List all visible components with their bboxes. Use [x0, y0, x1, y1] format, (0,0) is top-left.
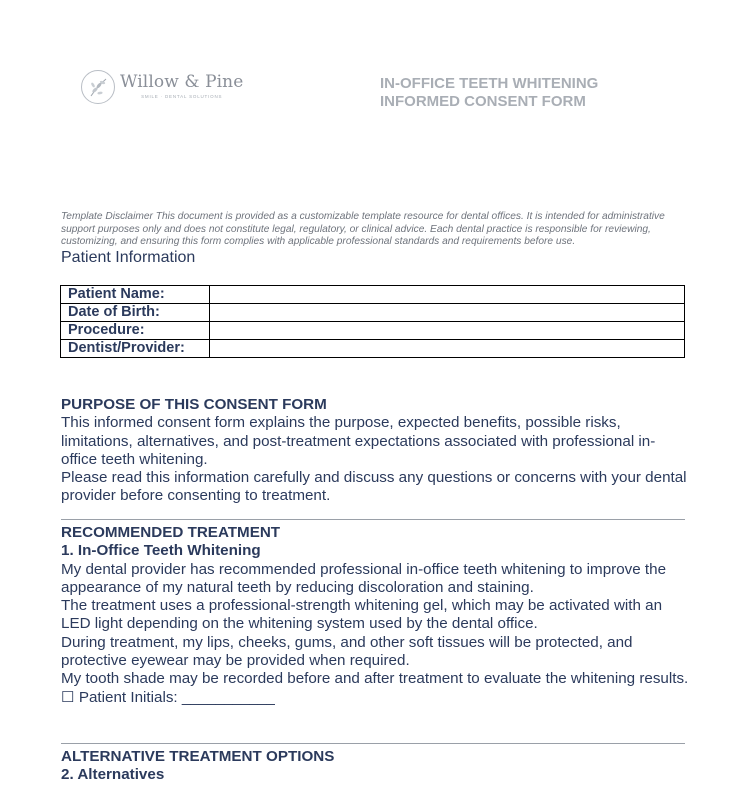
practice-logo — [80, 69, 243, 105]
alternatives-heading: ALTERNATIVE TREATMENT OPTIONS — [61, 748, 335, 765]
recommended-treatment-section — [61, 524, 691, 707]
field-label: Date of Birth: — [61, 304, 210, 322]
practice-tagline: SMILE · DENTAL SOLUTIONS — [141, 94, 223, 100]
field-label: Patient Name: — [61, 286, 210, 304]
patient-initials-line — [61, 689, 691, 707]
recommended-paragraph-2: The treatment uses a professional-strength whitening gel, which may be activated with an LED light depending on the whitening system used by the dental office. — [61, 597, 663, 633]
practice-name: Willow & Pine — [120, 72, 244, 93]
patient-info-table — [60, 285, 685, 358]
table-row — [61, 340, 685, 358]
date-of-birth-field[interactable] — [210, 304, 685, 322]
patient-info-heading: Patient Information — [61, 249, 196, 266]
title-line-1: IN-OFFICE TEETH WHITENING — [380, 75, 599, 92]
purpose-section — [61, 396, 691, 506]
alternatives-subheading: 2. Alternatives — [61, 766, 165, 784]
section-divider — [61, 743, 685, 744]
table-row — [61, 304, 685, 322]
recommended-paragraph-1: My dental provider has recommended professional in-office teeth whitening to improve the appearance of my natural teeth by reducing discoloration and staining. — [61, 560, 667, 596]
recommended-heading: RECOMMENDED TREATMENT — [61, 524, 281, 541]
patient-name-field[interactable] — [210, 286, 685, 304]
field-label: Procedure: — [61, 322, 210, 340]
table-row — [61, 286, 685, 304]
purpose-heading: PURPOSE OF THIS CONSENT FORM — [61, 396, 327, 413]
alternatives-section — [61, 748, 691, 785]
table-row — [61, 322, 685, 340]
document-title — [380, 75, 598, 111]
recommended-paragraph-3: During treatment, my lips, cheeks, gums, and other soft tissues will be protected, and protective eyewear may be provided when required. — [61, 633, 633, 670]
recommended-paragraph-4: My tooth shade may be recorded before and after treatment to evaluate the whitening results. — [61, 670, 689, 688]
procedure-field[interactable] — [210, 322, 685, 340]
recommended-subheading: 1. In-Office Teeth Whitening — [61, 542, 261, 560]
section-divider — [61, 519, 685, 520]
initials-checkbox[interactable]: ☐ — [61, 688, 75, 706]
purpose-paragraph-2: Please read this information carefully and discuss any questions or concerns with your dental provider before consenting to treatment. — [61, 469, 687, 505]
title-line-2: INFORMED CONSENT FORM — [380, 93, 586, 110]
purpose-paragraph-1: This informed consent form explains the purpose, expected benefits, possible risks, limitations, alternatives, and post-treatment expectations associated with professional in-office teeth whitening. — [61, 414, 656, 468]
initials-label[interactable]: Patient Initials: ___________ — [78, 688, 275, 706]
template-disclaimer: Template Disclaimer This document is provided as a customizable template resource for dental offices. It is intended for administrative support purposes only and does not constitute legal, regulatory, or clinical advice. Each dental practice is responsible for reviewing, customizing, and ensuring this form complies with applicable professional standards and requirements before use. — [61, 211, 665, 247]
dentist-provider-field[interactable] — [210, 340, 685, 358]
field-label: Dentist/Provider: — [61, 340, 210, 358]
leaf-emblem-icon — [80, 69, 116, 105]
